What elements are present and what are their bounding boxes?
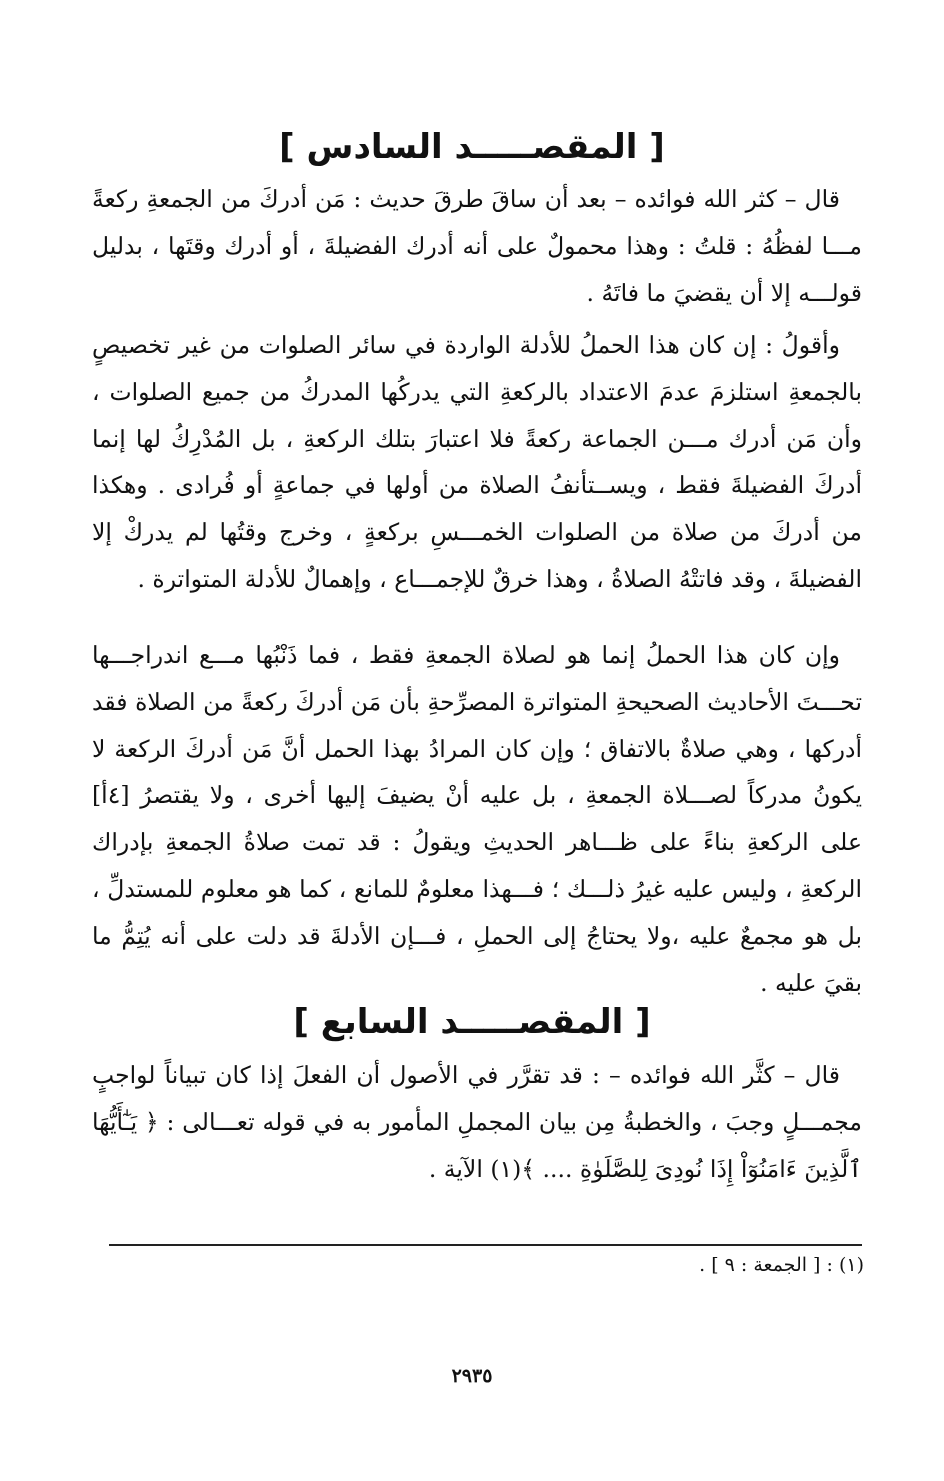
paragraph-3 xyxy=(92,632,862,1006)
page-number: ٢٩٣٥ xyxy=(451,1365,493,1387)
paragraph-1-text: قال – كثر الله فوائده – بعد أن ساقَ طرقَ حديث : مَن أدركَ من الجمعةِ ركعةً مـــا لفظُهُ : قلتُ : وهذا محمولٌ على أنه أدرك الفضيلةَ ، أو أدرك وقتَها ، بدليل قولـــه إلا أن يقضيَ ما فاتَهُ . xyxy=(92,185,862,307)
paragraph-2 xyxy=(92,322,862,603)
paragraph-4 xyxy=(92,1052,862,1192)
paragraph-1 xyxy=(92,176,862,316)
footnote-separator xyxy=(109,1244,862,1246)
section-heading-sixth: [ المقصـــــد السادس ] xyxy=(279,127,665,167)
paragraph-3-text: وإن كان هذا الحملُ إنما هو لصلاة الجمعةِ فقط ، فما ذَنْبُها مـــع اندراجـــها تحـــتَ الأحاديث الصحيحةِ المتواترة المصرِّحةِ بأن مَن أدركَ ركعةً من الصلاة فقد أدركها ، وهي صلاةٌ بالاتفاق ؛ وإن كان المرادُ بهذا الحمل أنَّ مَن أدركَ الركعة لا يكونُ مدركاً لصـــلاة الجمعةِ ، بل عليه أنْ يضيفَ إليها أخرى ، ولا يقتصرُ [٤أ] على الركعةِ بناءً على ظـــاهر الحديثِ ويقولُ : قد تمت صلاةُ الجمعةِ بإدراك الركعةِ ، وليس عليه غيرُ ذلـــك ؛ فـــهذا معلومٌ للمانع ، كما هو معلوم للمستدلِّ ، بل هو مجمعٌ عليه ،ولا يحتاجُ إلى الحملِ ، فـــإن الأدلةَ قد دلت على أنه يُتِمُّ ما بقيَ عليه . xyxy=(92,641,862,997)
section-heading-seventh: [ المقصـــــد السابع ] xyxy=(293,1002,651,1042)
footnote: (١) : [ الجمعة : ٩ ] . xyxy=(699,1254,864,1276)
paragraph-2-text: وأقولُ : إن كان هذا الحملُ للأدلة الواردة في سائر الصلوات من غير تخصيصٍ بالجمعةِ استلزمَ عدمَ الاعتداد بالركعةِ التي يدركُها المدركُ من جميع الصلوات ، وأن مَن أدرك مـــن الجماعة ركعةً فلا اعتبارَ بتلك الركعةِ ، بل المُدْرِكُ لها إنما أدركَ الفضيلةَ فقط ، ويســتأنفُ الصلاة من أولها في جماعةٍ أو فُرادى . وهكذا من أدركَ من صلاة من الصلوات الخمـــسِ بركعةٍ ، وخرج وقتُها لم يدركْ إلا الفضيلةَ ، وقد فاتتْهُ الصلاةُ ، وهذا خرقٌ للإجمـــاع ، وإهمالٌ للأدلة المتواترة . xyxy=(92,331,862,593)
paragraph-4-text: قال – كثَّر الله فوائده – : قد تقرَّر في الأصول أن الفعلَ إذا كان تبياناً لواجبٍ مجمـــلٍ وجبَ ، والخطبةُ مِن بيان المجملِ المأمور به في قوله تعـــالى : ﴿ يَـٰٓأَيُّهَا ٱلَّذِينَ ءَامَنُوٓاْ إِذَا نُودِىَ لِلصَّلَوٰةِ .... ﴾(١) الآية . xyxy=(92,1061,862,1183)
